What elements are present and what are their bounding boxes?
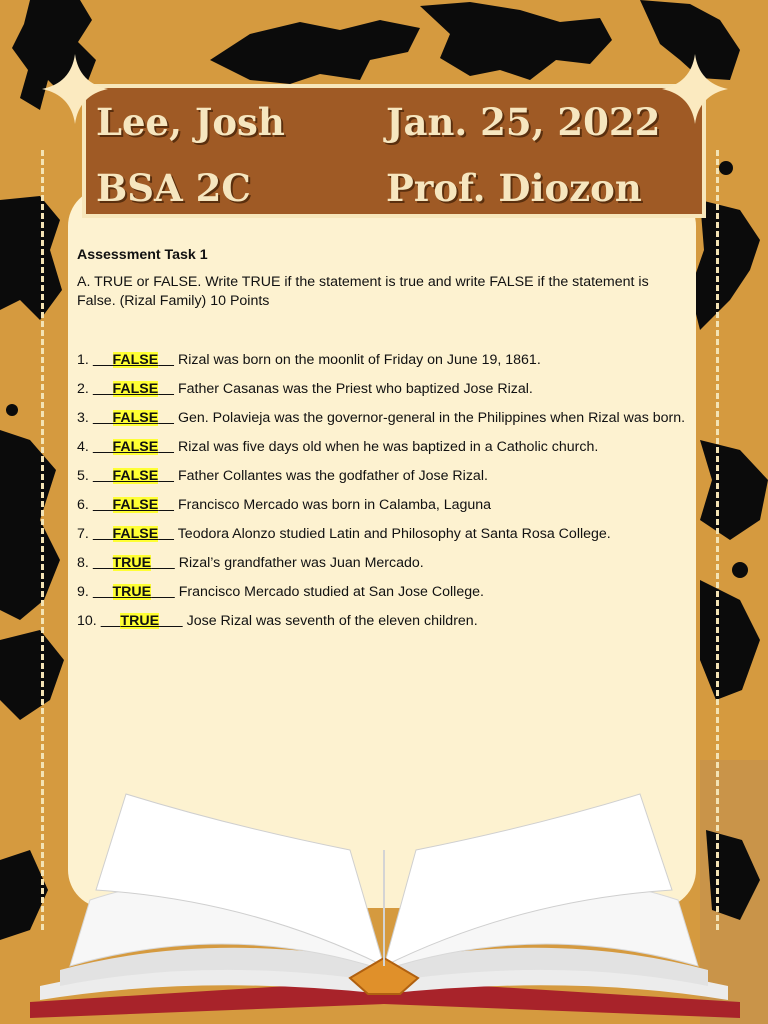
question-item bbox=[77, 612, 689, 631]
answer-text: TRUE bbox=[112, 584, 152, 600]
question-statement: Rizal was born on the moonlit of Friday on June 19, 1861. bbox=[177, 352, 541, 368]
question-number: 1. bbox=[77, 352, 89, 368]
assessment-content bbox=[77, 246, 689, 641]
answer-text: FALSE bbox=[112, 410, 159, 426]
question-statement: Father Collantes was the godfather of Jose Rizal. bbox=[177, 468, 488, 484]
submission-date: Jan. 25, 2022 bbox=[386, 100, 661, 144]
answer-blank bbox=[93, 381, 174, 397]
question-number: 8. bbox=[77, 555, 89, 571]
question-number: 2. bbox=[77, 381, 89, 397]
answer-blank bbox=[101, 613, 183, 629]
question-item bbox=[77, 380, 689, 399]
answer-text: TRUE bbox=[120, 613, 160, 629]
question-number: 9. bbox=[77, 584, 89, 600]
sparkle-star-icon bbox=[662, 54, 728, 124]
question-statement: Father Casanas was the Priest who baptized Jose Rizal. bbox=[177, 381, 533, 397]
assessment-title: Assessment Task 1 bbox=[77, 247, 208, 263]
answer-blank bbox=[93, 584, 175, 600]
answer-blank bbox=[93, 526, 174, 542]
question-number: 7. bbox=[77, 526, 89, 542]
sparkle-star-icon bbox=[42, 54, 108, 124]
question-number: 5. bbox=[77, 468, 89, 484]
question-item bbox=[77, 351, 689, 370]
assessment-instructions: A. TRUE or FALSE. Write TRUE if the statement is true and write FALSE if the statement is False. (Rizal Family) 10 Points bbox=[77, 274, 649, 309]
question-item bbox=[77, 409, 689, 428]
answer-blank bbox=[93, 497, 174, 513]
answer-blank bbox=[93, 555, 175, 571]
answer-blank bbox=[93, 410, 174, 426]
question-number: 4. bbox=[77, 439, 89, 455]
question-item bbox=[77, 525, 689, 544]
question-number: 10. bbox=[77, 613, 97, 629]
question-list bbox=[77, 351, 689, 631]
answer-text: FALSE bbox=[112, 439, 159, 455]
answer-text: TRUE bbox=[112, 555, 152, 571]
question-item bbox=[77, 438, 689, 457]
question-statement: Jose Rizal was seventh of the eleven children. bbox=[186, 613, 478, 629]
question-item bbox=[77, 496, 689, 515]
student-section: BSA 2C bbox=[96, 166, 251, 210]
header-banner bbox=[82, 84, 706, 218]
question-item bbox=[77, 583, 689, 602]
answer-blank bbox=[93, 352, 174, 368]
answer-text: FALSE bbox=[112, 526, 159, 542]
answer-text: FALSE bbox=[112, 381, 159, 397]
answer-text: FALSE bbox=[112, 352, 159, 368]
question-statement: Gen. Polavieja was the governor-general in the Philippines when Rizal was born. bbox=[177, 410, 686, 426]
question-number: 6. bbox=[77, 497, 89, 513]
answer-text: FALSE bbox=[112, 468, 159, 484]
professor-name: Prof. Diozon bbox=[386, 166, 642, 210]
question-item bbox=[77, 467, 689, 486]
question-statement: Rizal was five days old when he was baptized in a Catholic church. bbox=[177, 439, 599, 455]
question-number: 3. bbox=[77, 410, 89, 426]
answer-blank bbox=[93, 439, 174, 455]
student-name: Lee, Josh bbox=[96, 100, 285, 144]
question-statement: Teodora Alonzo studied Latin and Philosophy at Santa Rosa College. bbox=[177, 526, 611, 542]
answer-blank bbox=[93, 468, 174, 484]
question-statement: Francisco Mercado studied at San Jose College. bbox=[178, 584, 484, 600]
open-book-illustration bbox=[0, 790, 768, 1024]
question-statement: Rizal’s grandfather was Juan Mercado. bbox=[178, 555, 424, 571]
answer-text: FALSE bbox=[112, 497, 159, 513]
question-item bbox=[77, 554, 689, 573]
question-statement: Francisco Mercado was born in Calamba, Laguna bbox=[177, 497, 492, 513]
